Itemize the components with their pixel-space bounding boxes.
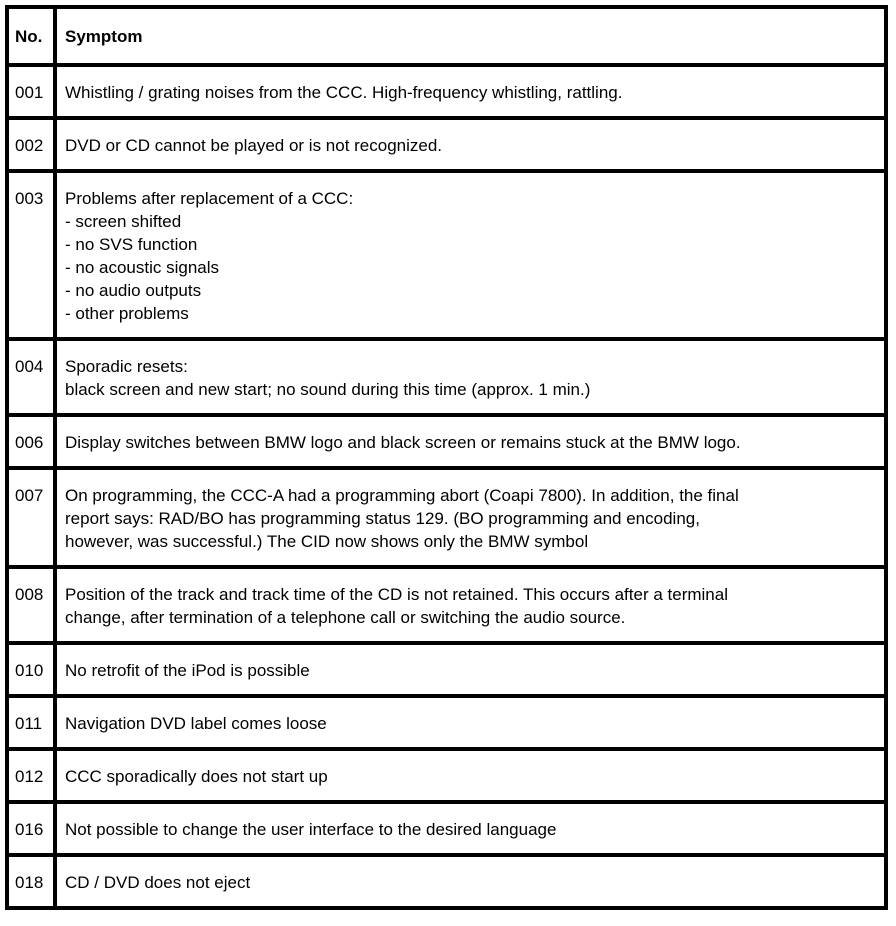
row-symptom xyxy=(55,468,886,567)
symptom-line: Whistling / grating noises from the CCC. High-frequency whistling, rattling. xyxy=(65,83,623,102)
row-symptom xyxy=(55,339,886,415)
symptom-line: Position of the track and track time of the CD is not retained. This occurs after a terminal xyxy=(65,585,728,604)
header-symptom: Symptom xyxy=(55,7,886,65)
symptom-line: - screen shifted xyxy=(65,212,182,231)
symptom-line: - other problems xyxy=(65,304,189,323)
row-number: 007 xyxy=(7,468,55,567)
symptom-line: On programming, the CCC-A had a programming abort (Coapi 7800). In addition, the final xyxy=(65,486,739,505)
symptom-line: Problems after replacement of a CCC: xyxy=(65,189,354,208)
symptom-line: black screen and new start; no sound during this time (approx. 1 min.) xyxy=(65,380,591,399)
row-number: 016 xyxy=(7,802,55,855)
table-row xyxy=(7,118,886,171)
row-number: 010 xyxy=(7,643,55,696)
row-number: 006 xyxy=(7,415,55,468)
symptom-table xyxy=(5,5,888,910)
row-symptom xyxy=(55,567,886,643)
row-number: 001 xyxy=(7,65,55,118)
row-number: 002 xyxy=(7,118,55,171)
row-number: 018 xyxy=(7,855,55,908)
symptom-line: - no SVS function xyxy=(65,235,198,254)
table-row xyxy=(7,171,886,339)
symptom-line: report says: RAD/BO has programming status 129. (BO programming and encoding, xyxy=(65,509,700,528)
row-symptom xyxy=(55,171,886,339)
table-row xyxy=(7,802,886,855)
row-symptom xyxy=(55,855,886,908)
table-row xyxy=(7,643,886,696)
table-row xyxy=(7,696,886,749)
table-row xyxy=(7,567,886,643)
row-symptom xyxy=(55,802,886,855)
row-symptom xyxy=(55,643,886,696)
symptom-line: No retrofit of the iPod is possible xyxy=(65,661,310,680)
row-number: 012 xyxy=(7,749,55,802)
row-symptom xyxy=(55,696,886,749)
table-body xyxy=(7,65,886,908)
row-symptom xyxy=(55,749,886,802)
symptom-line: - no acoustic signals xyxy=(65,258,220,277)
header-no: No. xyxy=(7,7,55,65)
row-symptom xyxy=(55,65,886,118)
table-row xyxy=(7,339,886,415)
row-number: 008 xyxy=(7,567,55,643)
table-row xyxy=(7,855,886,908)
symptom-line: CD / DVD does not eject xyxy=(65,873,251,892)
table-row xyxy=(7,65,886,118)
symptom-line: Not possible to change the user interface to the desired language xyxy=(65,820,557,839)
table-row xyxy=(7,468,886,567)
symptom-line: however, was successful.) The CID now shows only the BMW symbol xyxy=(65,532,589,551)
row-number: 003 xyxy=(7,171,55,339)
symptom-line: DVD or CD cannot be played or is not recognized. xyxy=(65,136,443,155)
symptom-line: Display switches between BMW logo and black screen or remains stuck at the BMW logo. xyxy=(65,433,741,452)
symptom-line: change, after termination of a telephone call or switching the audio source. xyxy=(65,608,626,627)
row-number: 004 xyxy=(7,339,55,415)
row-symptom xyxy=(55,415,886,468)
symptom-line: - no audio outputs xyxy=(65,281,202,300)
row-symptom xyxy=(55,118,886,171)
table-row xyxy=(7,749,886,802)
symptom-line: Navigation DVD label comes loose xyxy=(65,714,327,733)
table-row xyxy=(7,415,886,468)
table-header-row xyxy=(7,7,886,65)
symptom-line: Sporadic resets: xyxy=(65,357,188,376)
row-number: 011 xyxy=(7,696,55,749)
symptom-line: CCC sporadically does not start up xyxy=(65,767,328,786)
